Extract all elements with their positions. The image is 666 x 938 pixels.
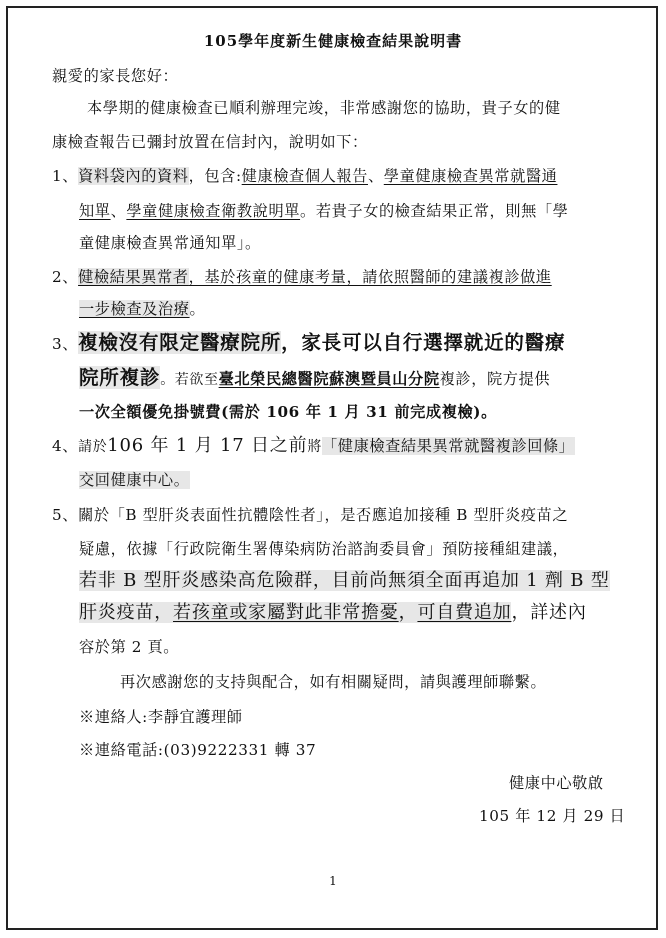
item-5-line-1: 5、關於「B 型肝炎表面性抗體陰性者」，是否應追加接種 B 型肝炎疫苗之 [52, 506, 569, 524]
personal-report: 健康檢查個人報告 [241, 167, 368, 185]
health-education-sheet: 學童健康檢查衛教說明單 [126, 202, 301, 220]
item-1-line-3: 童健康檢查異常通知單」。 [79, 234, 261, 252]
item-4-line-2: 交回健康中心。 [79, 471, 190, 489]
document-date: 105 年 12 月 29 日 [479, 807, 626, 825]
abnormal-notice: 學童健康檢查異常就醫通 [383, 167, 558, 185]
item-1-line-2: 知單、學童健康檢查衛教說明單。若貴子女的檢查結果正常，則無「學 [79, 202, 569, 220]
item-3-line-3: 一次全額優免掛號費(需於 106 年 1 月 31 前完成複檢)。 [79, 403, 497, 421]
item-5-line-5: 容於第 2 頁。 [79, 638, 180, 656]
item-3-number: 3、 [52, 335, 79, 353]
item-3-line-2: 院所複診。若欲至臺北榮民總醫院蘇澳暨員山分院複診，院方提供 [79, 366, 551, 389]
document-title: 105學年度新生健康檢查結果說明書 [203, 32, 463, 50]
hospital-name: 臺北榮民總醫院蘇澳暨員山分院 [218, 370, 440, 388]
item-1-number: 1、 [52, 167, 79, 185]
not-high-risk-highlight: 若非 B 型肝炎感染高危險群，目前尚無須全面再追加 1 劑 B 型 [79, 570, 610, 591]
signature: 健康中心敬啟 [509, 774, 604, 792]
reply-slip-name: 「健康檢查結果異常就醫複診回條」 [322, 437, 575, 455]
contact-person: ※連絡人:李靜宜護理師 [79, 708, 243, 726]
worried-family-note: 若孩童或家屬對此非常擔憂 [173, 602, 399, 623]
greeting: 親愛的家長您好： [52, 67, 179, 85]
item-5-number: 5、 [52, 506, 79, 524]
item-4-line-1: 4、請於106 年 1 月 17 日之前將「健康檢查結果異常就醫複診回條」 [52, 435, 575, 456]
no-restricted-hospital-highlight: 複檢沒有限定醫療院所 [78, 331, 282, 354]
self-pay-booster: 可自費追加 [417, 602, 512, 623]
item-2-line-1: 2、健檢結果異常者，基於孩童的健康考量，請依照醫師的建議複診做進 [52, 268, 552, 286]
item-5-line-2: 疑慮，依據「行政院衛生署傳染病防治諮詢委員會」預防接種組建議， [79, 540, 569, 558]
item-5-line-3 [79, 571, 610, 591]
item-3-line-1: 3、複檢沒有限定醫療院所，家長可以自行選擇就近的醫療 [52, 331, 566, 354]
deadline-date: 106 年 1 月 17 日之前 [107, 435, 308, 456]
item-5-line-4: 肝炎疫苗，若孩童或家屬對此非常擔憂，可自費追加，詳述內 [79, 602, 587, 623]
intro-line-2: 康檢查報告已彌封放置在信封內，說明如下： [52, 133, 368, 151]
item-4-number: 4、 [52, 437, 79, 455]
item-1-highlight: 資料袋內的資料 [78, 167, 189, 185]
closing-remark: 再次感謝您的支持與配合，如有相關疑問，請與護理師聯繫。 [120, 673, 547, 691]
item-2-number: 2、 [52, 268, 79, 286]
abnormal-result-highlight: 健檢結果異常者 [78, 268, 189, 286]
contact-phone: ※連絡電話:(03)9222331 轉 37 [79, 741, 317, 759]
page-number: 1 [329, 874, 337, 888]
intro-line-1: 本學期的健康檢查已順利辦理完竣，非常感謝您的協助，貴子女的健 [87, 99, 561, 117]
item-1-line-1: 1、資料袋內的資料，包含:健康檢查個人報告、學童健康檢查異常就醫通 [52, 167, 558, 185]
item-2-line-2: 一步檢查及治療。 [79, 300, 206, 318]
